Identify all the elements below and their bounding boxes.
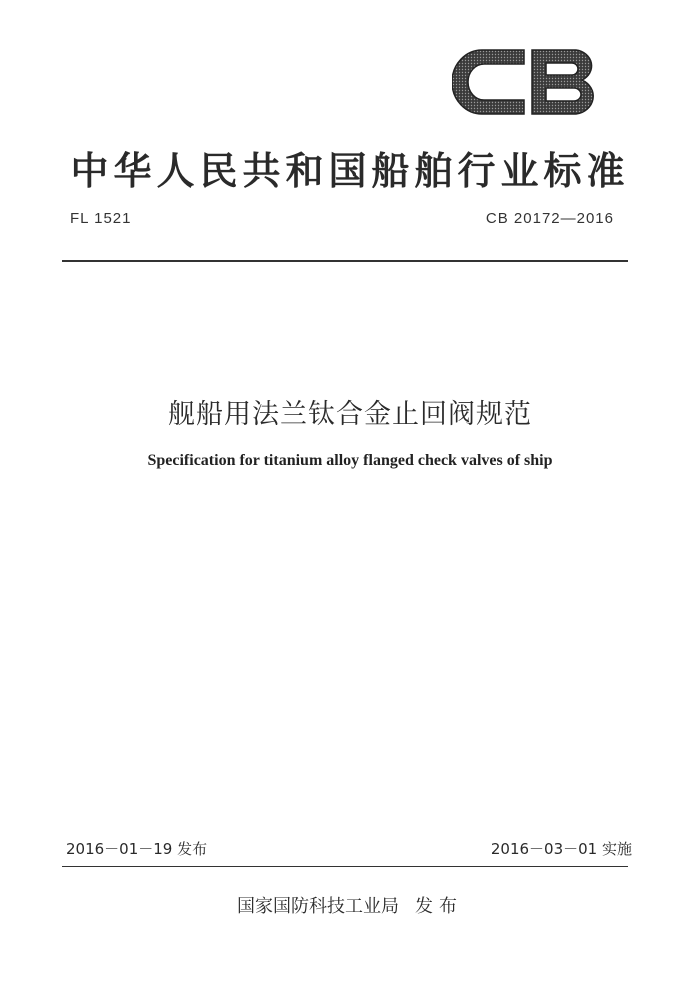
issue-date: 2016－01－19 发布 bbox=[66, 840, 208, 858]
footer-divider bbox=[62, 866, 628, 867]
standard-title: 中华人民共和国船舶行业标准 bbox=[70, 149, 630, 193]
document-title-chinese: 舰船用法兰钛合金止回阀规范 bbox=[168, 399, 532, 430]
publisher-name: 国家国防科技工业局 bbox=[237, 896, 399, 917]
cb-logo bbox=[452, 44, 600, 120]
document-title-english: Specification for titanium alloy flanged check valves of ship bbox=[147, 452, 553, 469]
logo-letter-c bbox=[452, 50, 524, 114]
classification-code: FL 1521 bbox=[70, 210, 132, 227]
standard-number: CB 20172—2016 bbox=[485, 210, 614, 227]
publisher-line bbox=[0, 892, 700, 918]
publish-action: 发布 bbox=[415, 896, 463, 917]
header-divider bbox=[62, 260, 628, 262]
effective-date: 2016－03－01 实施 bbox=[490, 840, 632, 858]
logo-letter-b bbox=[532, 50, 593, 114]
